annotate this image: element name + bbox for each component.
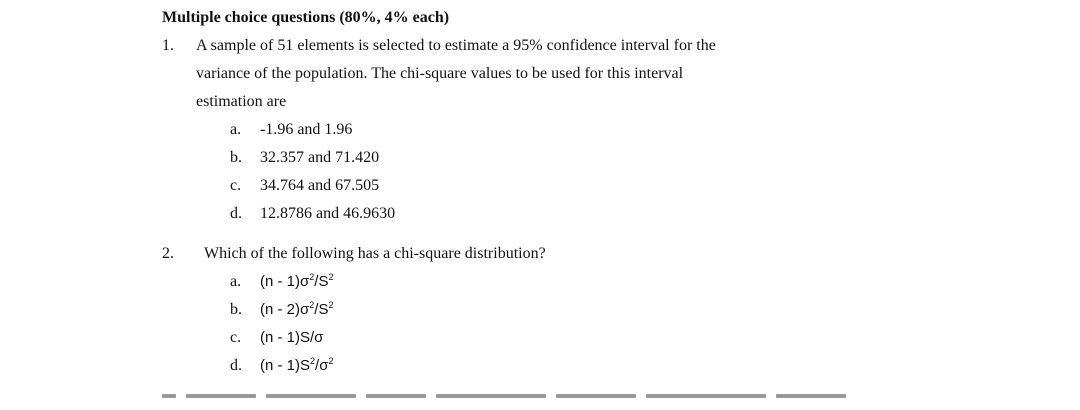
option-formula: $(n - 1)\sigma^2/S^2$ [260, 272, 334, 290]
answer-option-d[interactable] [230, 205, 395, 223]
question-number: 2. [162, 245, 174, 262]
question-text-line: Which of the following has a chi-square distribution? [204, 245, 546, 262]
answer-option-c[interactable] [230, 329, 323, 347]
option-letter: c. [230, 177, 242, 194]
option-text: 12.8786 and 46.9630 [260, 205, 396, 222]
question-number: 1. [162, 37, 174, 54]
answer-option-b[interactable] [230, 301, 333, 319]
option-formula: $(n - 2)\sigma^2/S^2$ [260, 300, 334, 318]
option-letter: a. [230, 273, 242, 290]
option-letter: c. [230, 329, 242, 346]
answer-option-a[interactable] [230, 273, 333, 291]
answer-option-a[interactable] [230, 121, 352, 139]
question-text-line: A sample of 51 elements is selected to estimate a 95% confidence interval for the [196, 37, 716, 54]
answer-option-c[interactable] [230, 177, 379, 195]
answer-option-d[interactable] [230, 357, 333, 375]
option-letter: b. [230, 301, 242, 318]
option-letter: d. [230, 357, 242, 374]
option-text: 32.357 and 71.420 [260, 149, 380, 166]
option-text: -1.96 and 1.96 [260, 121, 353, 138]
option-letter: a. [230, 121, 242, 138]
question-text-line: variance of the population. The chi-square values to be used for this interval [196, 65, 684, 82]
option-formula: (n - 1)S/σ [260, 329, 324, 346]
question-text-line: estimation are [196, 93, 287, 110]
option-formula: $(n - 1)S^2/\sigma^2$ [260, 356, 334, 374]
option-letter: d. [230, 205, 242, 222]
option-text: 34.764 and 67.505 [260, 177, 380, 194]
cropped-next-line [162, 390, 862, 410]
section-heading: Multiple choice questions (80%, 4% each) [162, 9, 450, 26]
answer-option-b[interactable] [230, 149, 379, 167]
option-letter: b. [230, 149, 242, 166]
